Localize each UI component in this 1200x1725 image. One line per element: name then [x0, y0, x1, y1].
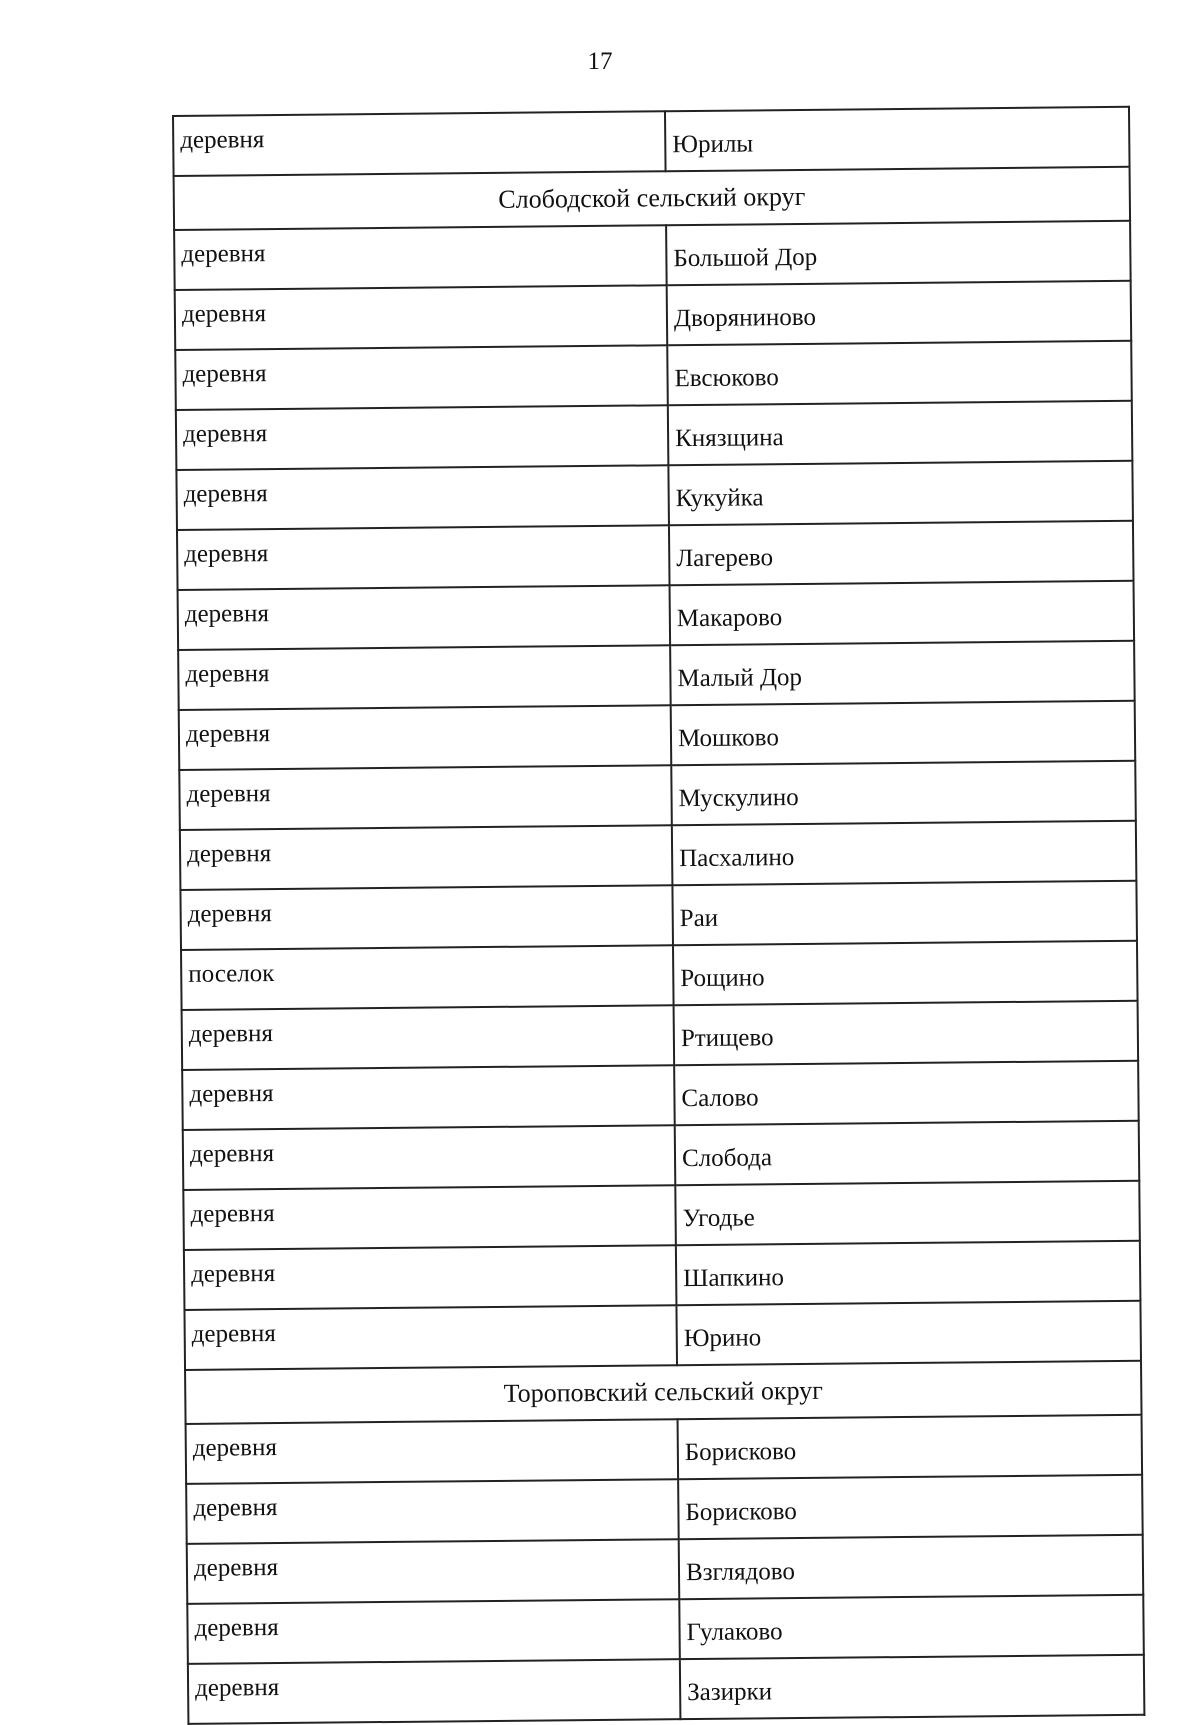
settlement-type-cell: деревня — [177, 525, 670, 590]
settlement-name-cell: Юрино — [676, 1301, 1141, 1365]
settlements-table — [172, 106, 1145, 1725]
settlement-type-cell: деревня — [176, 465, 669, 530]
settlement-name-cell: Раи — [672, 881, 1137, 945]
table-row — [175, 281, 1132, 350]
settlement-type-cell: деревня — [180, 825, 673, 890]
settlement-type-cell: деревня — [188, 1659, 681, 1724]
settlement-type-cell: деревня — [175, 345, 668, 410]
section-title: Слободской сельский округ — [174, 167, 1130, 230]
settlement-type-cell: деревня — [184, 1245, 677, 1310]
settlement-name-cell: Рощино — [673, 941, 1138, 1005]
settlement-name-cell: Кукуйка — [668, 461, 1133, 525]
settlement-name-cell: Угодье — [675, 1181, 1140, 1245]
settlement-name-cell: Зазирки — [680, 1655, 1145, 1719]
section-header-row — [185, 1361, 1141, 1424]
settlement-type-cell: деревня — [176, 405, 669, 470]
settlement-name-cell: Взглядово — [679, 1535, 1144, 1599]
table-row — [177, 521, 1134, 590]
table-row — [176, 461, 1133, 530]
settlement-type-cell: деревня — [173, 111, 666, 176]
table-row — [183, 1181, 1140, 1250]
settlement-name-cell: Ртищево — [674, 1001, 1139, 1065]
table-row — [176, 401, 1133, 470]
page-number: 17 — [587, 48, 613, 75]
table-row — [182, 1001, 1139, 1070]
settlement-name-cell: Борисково — [678, 1415, 1143, 1479]
table-row — [184, 1241, 1141, 1310]
table-row — [179, 761, 1136, 830]
table-row — [186, 1415, 1143, 1484]
table-row — [186, 1475, 1143, 1544]
settlement-name-cell: Дворяниново — [667, 281, 1132, 345]
settlement-name-cell: Евсюково — [667, 341, 1132, 405]
settlement-name-cell: Макарово — [670, 581, 1135, 645]
settlement-name-cell: Салово — [674, 1061, 1139, 1125]
settlement-name-cell: Слобода — [675, 1121, 1140, 1185]
table-row — [173, 107, 1130, 176]
table-row — [188, 1655, 1145, 1724]
settlement-name-cell: Мускулино — [671, 761, 1136, 825]
settlement-type-cell: деревня — [174, 225, 667, 290]
table-row — [174, 221, 1131, 290]
settlement-type-cell: деревня — [183, 1125, 676, 1190]
table-row — [187, 1535, 1144, 1604]
table-row — [178, 581, 1135, 650]
settlement-name-cell: Князщина — [668, 401, 1133, 465]
settlement-type-cell: деревня — [183, 1185, 676, 1250]
table-row — [183, 1121, 1140, 1190]
table-row — [184, 1301, 1141, 1370]
table-row — [181, 941, 1138, 1010]
settlements-table-body — [173, 107, 1144, 1724]
settlement-type-cell: деревня — [182, 1005, 675, 1070]
settlement-type-cell: деревня — [186, 1419, 679, 1484]
settlement-type-cell: деревня — [182, 1065, 675, 1130]
settlement-type-cell: деревня — [184, 1305, 677, 1370]
settlement-type-cell: деревня — [179, 705, 672, 770]
settlement-type-cell: поселок — [181, 945, 674, 1010]
table-row — [180, 881, 1137, 950]
section-header-row — [174, 167, 1130, 230]
settlement-type-cell: деревня — [178, 645, 671, 710]
settlement-name-cell: Юрилы — [665, 107, 1130, 171]
table-row — [179, 701, 1136, 770]
settlement-name-cell: Малый Дор — [670, 641, 1135, 705]
section-title: Тороповский сельский округ — [185, 1361, 1141, 1424]
settlement-name-cell: Гулаково — [679, 1595, 1144, 1659]
settlement-name-cell: Мошково — [671, 701, 1136, 765]
settlement-name-cell: Борисково — [678, 1475, 1143, 1539]
settlement-type-cell: деревня — [187, 1599, 680, 1664]
table-row — [178, 641, 1135, 710]
settlement-name-cell: Лагерево — [669, 521, 1134, 585]
settlement-type-cell: деревня — [187, 1539, 680, 1604]
settlement-name-cell: Шапкино — [676, 1241, 1141, 1305]
settlement-type-cell: деревня — [178, 585, 671, 650]
settlement-type-cell: деревня — [175, 285, 668, 350]
settlement-type-cell: деревня — [186, 1479, 679, 1544]
settlement-name-cell: Большой Дор — [666, 221, 1131, 285]
settlement-type-cell: деревня — [180, 885, 673, 950]
settlement-type-cell: деревня — [179, 765, 672, 830]
table-row — [175, 341, 1132, 410]
table-row — [187, 1595, 1144, 1664]
table-row — [180, 821, 1137, 890]
table-row — [182, 1061, 1139, 1130]
settlement-name-cell: Пасхалино — [672, 821, 1137, 885]
